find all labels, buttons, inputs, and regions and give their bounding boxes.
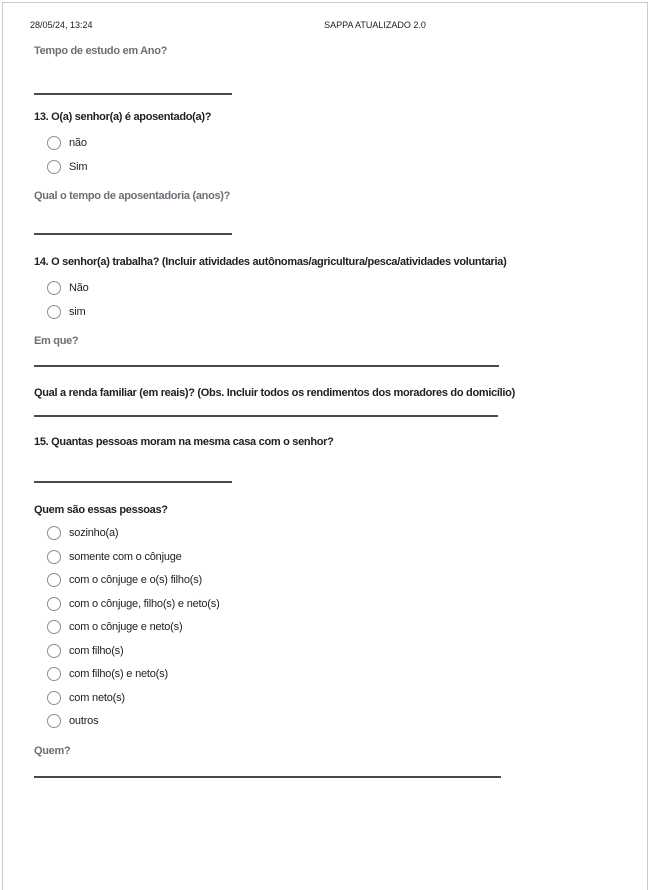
- radio-icon: [47, 550, 61, 564]
- radio-option-sozinho[interactable]: [47, 525, 118, 540]
- radio-option-label: sozinho(a): [69, 526, 119, 539]
- radio-option-label: com o cônjuge e neto(s): [69, 620, 183, 633]
- radio-option-label: outros: [69, 714, 99, 727]
- radio-option-label: não: [69, 136, 87, 149]
- question-tempo-aposentadoria: Qual o tempo de aposentadoria (anos)?: [34, 190, 231, 202]
- radio-option-label: Não: [69, 281, 89, 294]
- radio-option-filhos[interactable]: [47, 643, 123, 658]
- radio-option-label: com o cônjuge e o(s) filho(s): [69, 573, 202, 586]
- question-tempo-estudo: Tempo de estudo em Ano?: [34, 45, 168, 57]
- form-page: [2, 2, 648, 890]
- header-doc-title: SAPPA ATUALIZADO 2.0: [324, 20, 426, 30]
- radio-option-label: com filho(s) e neto(s): [69, 667, 168, 680]
- radio-icon: [47, 667, 61, 681]
- radio-icon: [47, 305, 61, 319]
- radio-icon: [47, 597, 61, 611]
- radio-icon: [47, 691, 61, 705]
- radio-icon: [47, 573, 61, 587]
- radio-option-label: com o cônjuge, filho(s) e neto(s): [69, 597, 220, 610]
- radio-option-filhos-netos[interactable]: [47, 666, 168, 681]
- question-15: 15. Quantas pessoas moram na mesma casa com o senhor?: [34, 436, 334, 448]
- radio-option-label: Sim: [69, 160, 88, 173]
- radio-icon: [47, 620, 61, 634]
- answer-line-quem[interactable]: [34, 776, 501, 778]
- question-14: 14. O senhor(a) trabalha? (Incluir atividades autônomas/agricultura/pesca/atividades voluntaria): [34, 256, 507, 268]
- answer-line-tempo-estudo[interactable]: [34, 93, 232, 95]
- radio-icon: [47, 281, 61, 295]
- radio-option-q13-nao[interactable]: [47, 135, 87, 150]
- question-renda-familiar: Qual a renda familiar (em reais)? (Obs. Incluir todos os rendimentos dos moradores do domicílio): [34, 387, 515, 399]
- radio-icon: [47, 160, 61, 174]
- question-quem: Quem?: [34, 745, 71, 757]
- answer-line-tempo-aposentadoria[interactable]: [34, 233, 232, 235]
- radio-option-q14-nao[interactable]: [47, 280, 89, 295]
- question-13: 13. O(a) senhor(a) é aposentado(a)?: [34, 111, 212, 123]
- radio-option-label: com filho(s): [69, 644, 124, 657]
- radio-option-conjuge-filhos[interactable]: [47, 572, 202, 587]
- radio-icon: [47, 526, 61, 540]
- radio-option-outros[interactable]: [47, 713, 98, 728]
- radio-option-q13-sim[interactable]: [47, 159, 87, 174]
- radio-option-label: com neto(s): [69, 691, 125, 704]
- radio-option-conjuge-netos[interactable]: [47, 619, 182, 634]
- question-quem-pessoas: Quem são essas pessoas?: [34, 504, 168, 516]
- radio-option-label: sim: [69, 305, 86, 318]
- radio-option-label: somente com o cônjuge: [69, 550, 182, 563]
- answer-line-q15[interactable]: [34, 481, 232, 483]
- radio-option-somente-conjuge[interactable]: [47, 549, 182, 564]
- radio-option-netos[interactable]: [47, 690, 125, 705]
- question-em-que: Em que?: [34, 335, 79, 347]
- radio-option-conjuge-filhos-netos[interactable]: [47, 596, 220, 611]
- radio-icon: [47, 714, 61, 728]
- answer-line-em-que[interactable]: [34, 365, 499, 367]
- radio-icon: [47, 644, 61, 658]
- header-datetime: 28/05/24, 13:24: [30, 20, 93, 30]
- radio-option-q14-sim[interactable]: [47, 304, 86, 319]
- answer-line-renda-familiar[interactable]: [34, 415, 498, 417]
- radio-icon: [47, 136, 61, 150]
